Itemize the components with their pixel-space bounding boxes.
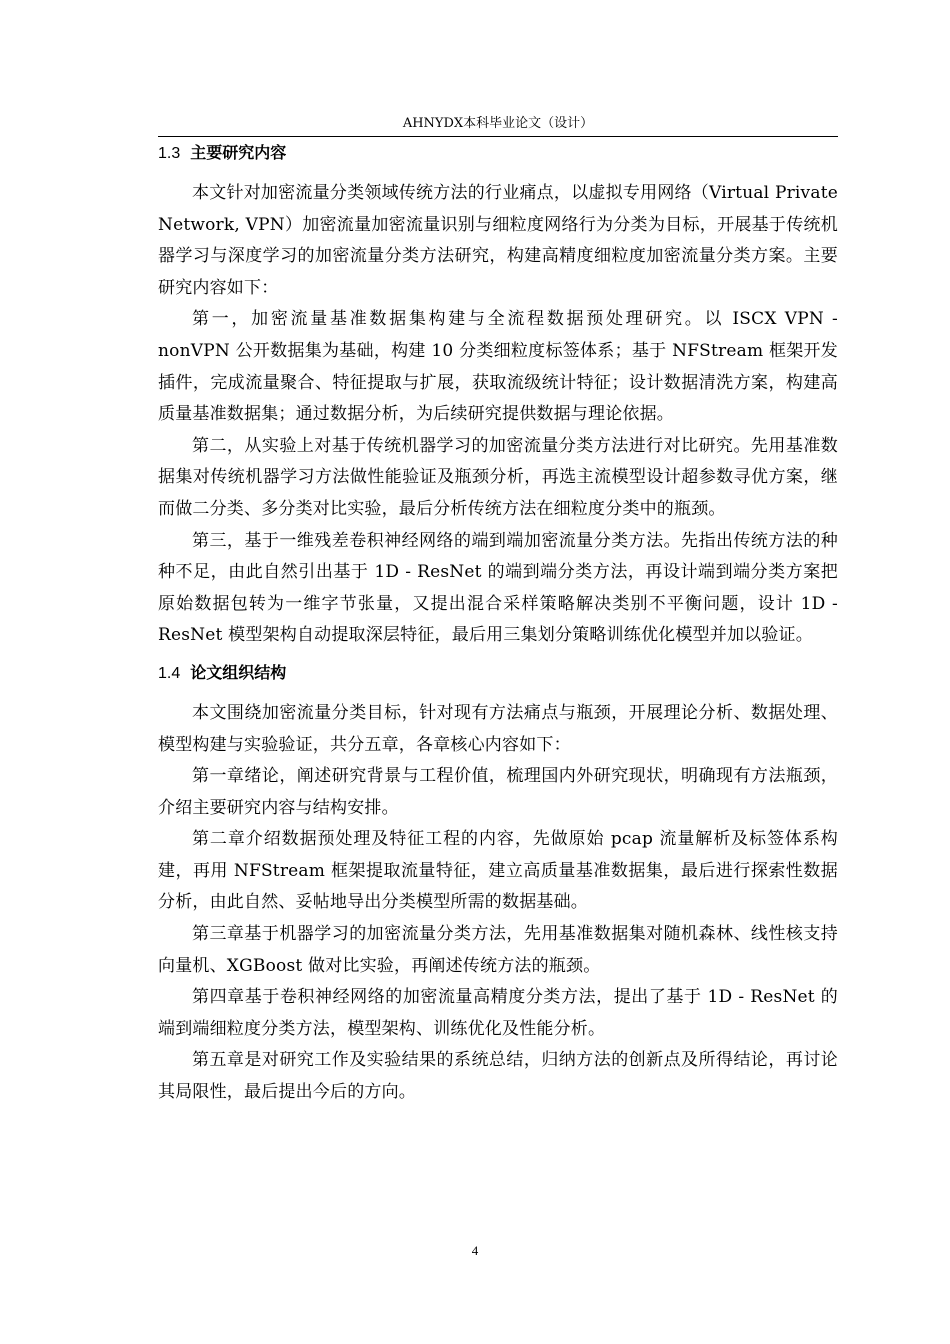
paragraph: 本文围绕加密流量分类目标，针对现有方法痛点与瓶颈，开展理论分析、数据处理、模型构建与实验验证，共分五章，各章核心内容如下：	[158, 702, 838, 755]
section-heading-1-3	[158, 140, 838, 172]
section-number: 1.4	[158, 664, 181, 682]
page-body	[158, 140, 838, 1109]
page-number: 4	[471, 1243, 479, 1258]
paragraph: 第一章绪论，阐述研究背景与工程价值，梳理国内外研究现状，明确现有方法瓶颈，介绍主要研究内容与结构安排。	[158, 766, 838, 818]
paragraph: 第三章基于机器学习的加密流量分类方法，先用基准数据集对随机森林、线性核支持向量机、XGBoost 做对比实验，再阐述传统方法的瓶颈。	[158, 924, 838, 976]
paragraph: 第四章基于卷积神经网络的加密流量高精度分类方法，提出了基于 1D - ResNet 的端到端细粒度分类方法，模型架构、训练优化及性能分析。	[158, 987, 838, 1039]
paragraph: 第二，从实验上对基于传统机器学习的加密流量分类方法进行对比研究。先用基准数据集对传统机器学习方法做性能验证及瓶颈分析，再选主流模型设计超参数寻优方案，继而做二分类、多分类对比实验，最后分析传统方法在细粒度分类中的瓶颈。	[158, 435, 838, 519]
running-header: AHNYDX本科毕业论文（设计）	[402, 116, 594, 131]
section-title: 主要研究内容	[190, 143, 287, 162]
section-heading-1-4	[158, 660, 838, 692]
header-rule	[158, 136, 838, 137]
paragraph: 第三，基于一维残差卷积神经网络的端到端加密流量分类方法。先指出传统方法的种种不足，由此自然引出基于 1D - ResNet 的端到端分类方法，再设计端到端分类方案把原始数据包转为一维字节张量，又提出混合采样策略解决类别不平衡问题，设计 1D - ResNet 模型架构自动提取深层特征，最后用三集划分策略训练优化模型并加以验证。	[158, 530, 838, 646]
paragraph: 第二章介绍数据预处理及特征工程的内容，先做原始 pcap 流量解析及标签体系构建，再用 NFStream 框架提取流量特征，建立高质量基准数据集，最后进行探索性数据分析，由此自然、妥帖地导出分类模型所需的数据基础。	[158, 829, 838, 913]
section-title: 论文组织结构	[190, 662, 287, 682]
paragraph: 第一，加密流量基准数据集构建与全流程数据预处理研究。以 ISCX VPN - nonVPN 公开数据集为基础，构建 10 分类细粒度标签体系；基于 NFStream 框架开发插件，完成流量聚合、特征提取与扩展，获取流级统计特征；设计数据清洗方案，构建高质量基准数据集；通过数据分析，为后续研究提供数据与理论依据。	[158, 309, 838, 425]
paragraph: 第五章是对研究工作及实验结果的系统总结，归纳方法的创新点及所得结论，再讨论其局限性，最后提出今后的方向。	[158, 1050, 838, 1103]
paragraph: 本文针对加密流量分类领域传统方法的行业痛点，以虚拟专用网络（Virtual Private Network, VPN）加密流量加密流量识别与细粒度网络行为分类为目标，开展基于传统机器学习与深度学习的加密流量分类方法研究，构建高精度细粒度加密流量分类方案。主要研究内容如下：	[158, 183, 838, 298]
section-number: 1.3	[158, 145, 181, 162]
